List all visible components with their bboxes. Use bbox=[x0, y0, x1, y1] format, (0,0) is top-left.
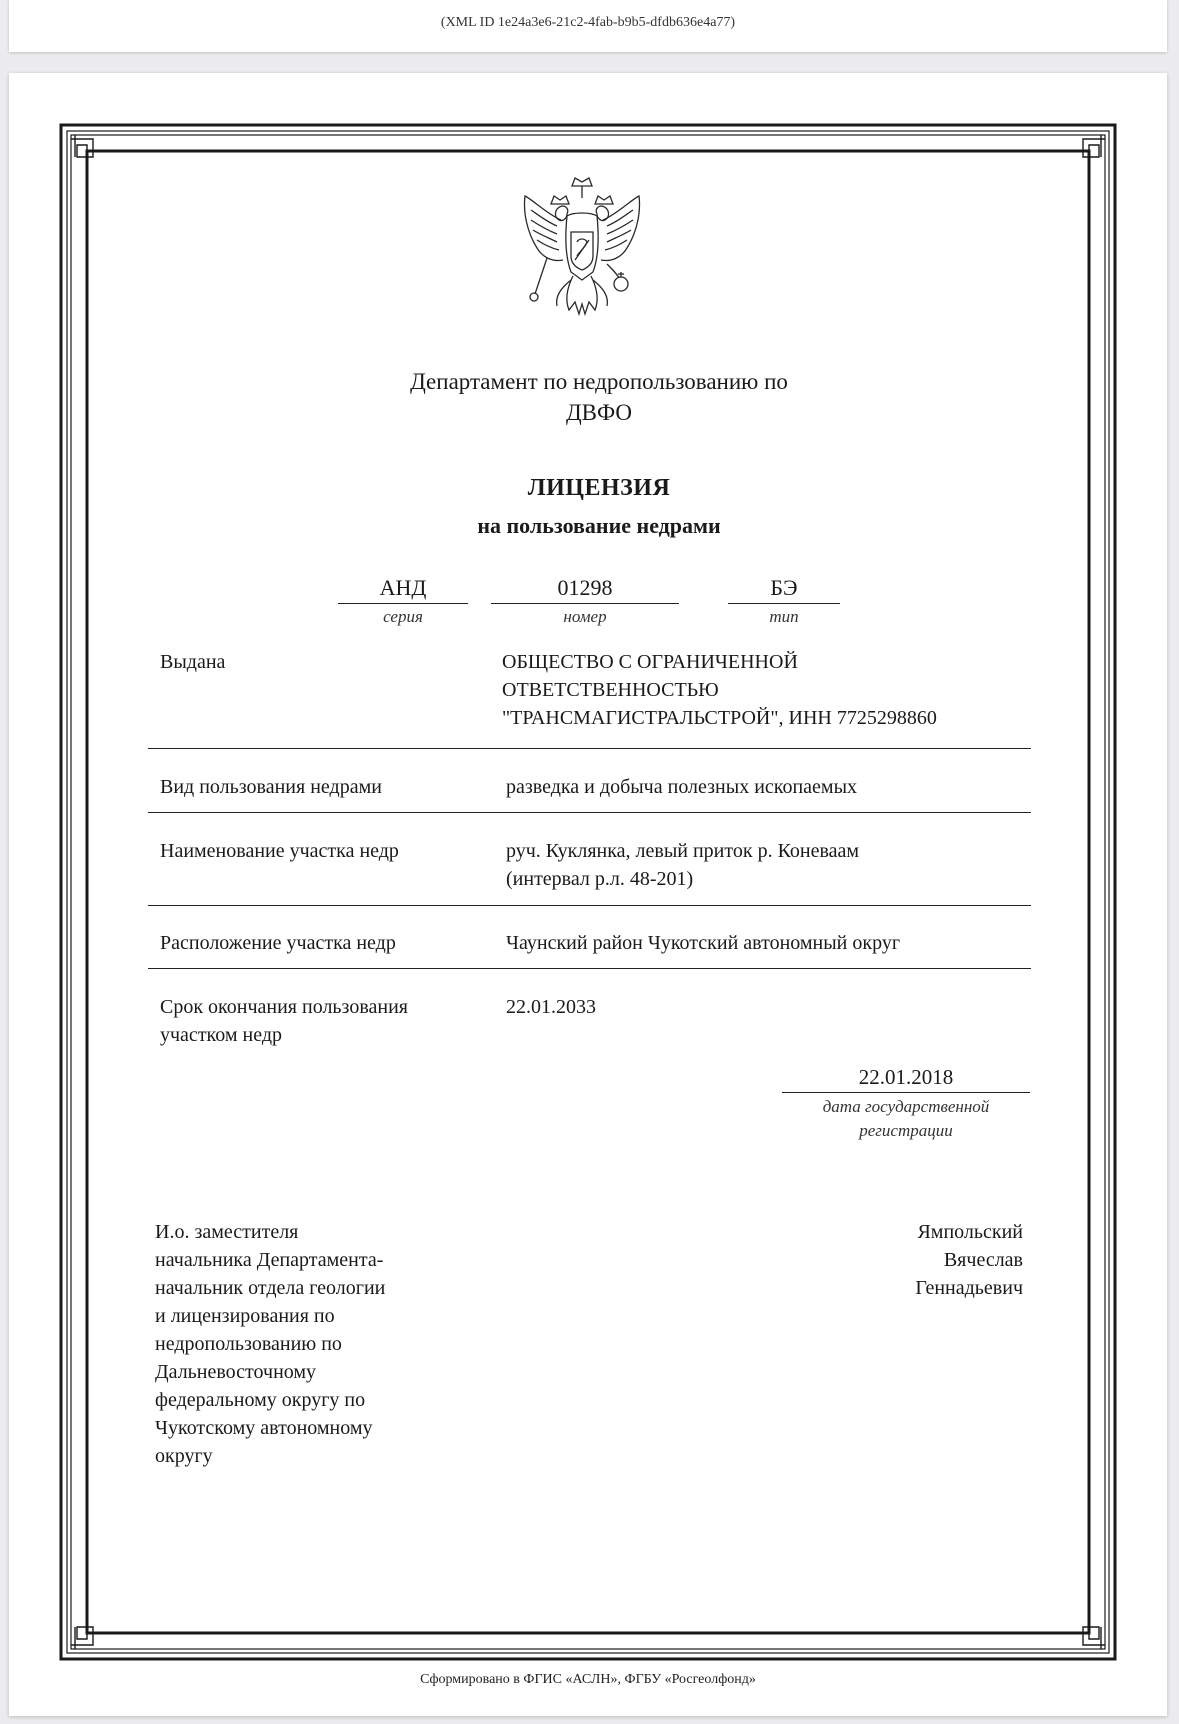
document-subtitle: на пользование недрами bbox=[477, 513, 721, 538]
row-divider bbox=[148, 905, 1031, 906]
row-divider bbox=[148, 748, 1031, 749]
site-location-label: Расположение участка недр bbox=[160, 932, 396, 954]
issued-to-label: Выдана bbox=[160, 651, 226, 673]
page-footer: Сформировано в ФГИС «АСЛН», ФГБУ «Росгеолфонд» bbox=[420, 1672, 756, 1687]
usage-type-value: разведка и добыча полезных ископаемых bbox=[506, 776, 858, 798]
expiry-label: Срок окончания пользования участком недр bbox=[160, 996, 408, 1046]
expiry-value: 22.01.2033 bbox=[506, 996, 596, 1018]
type-field: БЭ bbox=[728, 573, 840, 604]
site-location-value: Чаунский район Чукотский автономный округ bbox=[506, 932, 901, 954]
xml-id-label: (XML ID 1e24a3e6-21c2-4fab-b9b5-dfdb636e4a77) bbox=[440, 15, 736, 30]
series-field: АНД bbox=[338, 573, 468, 604]
signatory-name: Ямпольский Вячеслав Геннадьевич bbox=[915, 1221, 1023, 1299]
coat-of-arms-icon bbox=[517, 176, 647, 326]
site-name-label: Наименование участка недр bbox=[160, 840, 399, 862]
license-page bbox=[9, 73, 1167, 1716]
row-divider bbox=[148, 812, 1031, 813]
signatory-position: И.о. заместителя начальника Департамента- начальник отдела геологии и лицензирования по недропользованию по Дальневосточному федеральному округу по Чукотскому автономному округу bbox=[155, 1221, 386, 1467]
registration-caption: дата государственной регистрации bbox=[822, 1097, 990, 1140]
site-name-value: руч. Куклянка, левый приток р. Коневаам (интервал р.л. 48-201) bbox=[506, 840, 860, 890]
number-caption: номер bbox=[563, 607, 607, 626]
series-caption: серия bbox=[383, 607, 423, 626]
type-caption: тип bbox=[769, 607, 799, 626]
number-field: 01298 bbox=[491, 573, 679, 604]
previous-page-sheet bbox=[9, 0, 1167, 52]
row-divider bbox=[148, 968, 1031, 969]
issued-to-value: ОБЩЕСТВО С ОГРАНИЧЕННОЙ ОТВЕТСТВЕННОСТЬЮ "ТРАНСМАГИСТРАЛЬСТРОЙ", ИНН 7725298860 bbox=[502, 651, 937, 729]
usage-type-label: Вид пользования недрами bbox=[160, 776, 382, 798]
document-title: ЛИЦЕНЗИЯ bbox=[527, 475, 671, 501]
issuing-department: Департамент по недропользованию по ДВФО bbox=[410, 369, 788, 425]
registration-date: 22.01.2018 bbox=[782, 1062, 1030, 1093]
